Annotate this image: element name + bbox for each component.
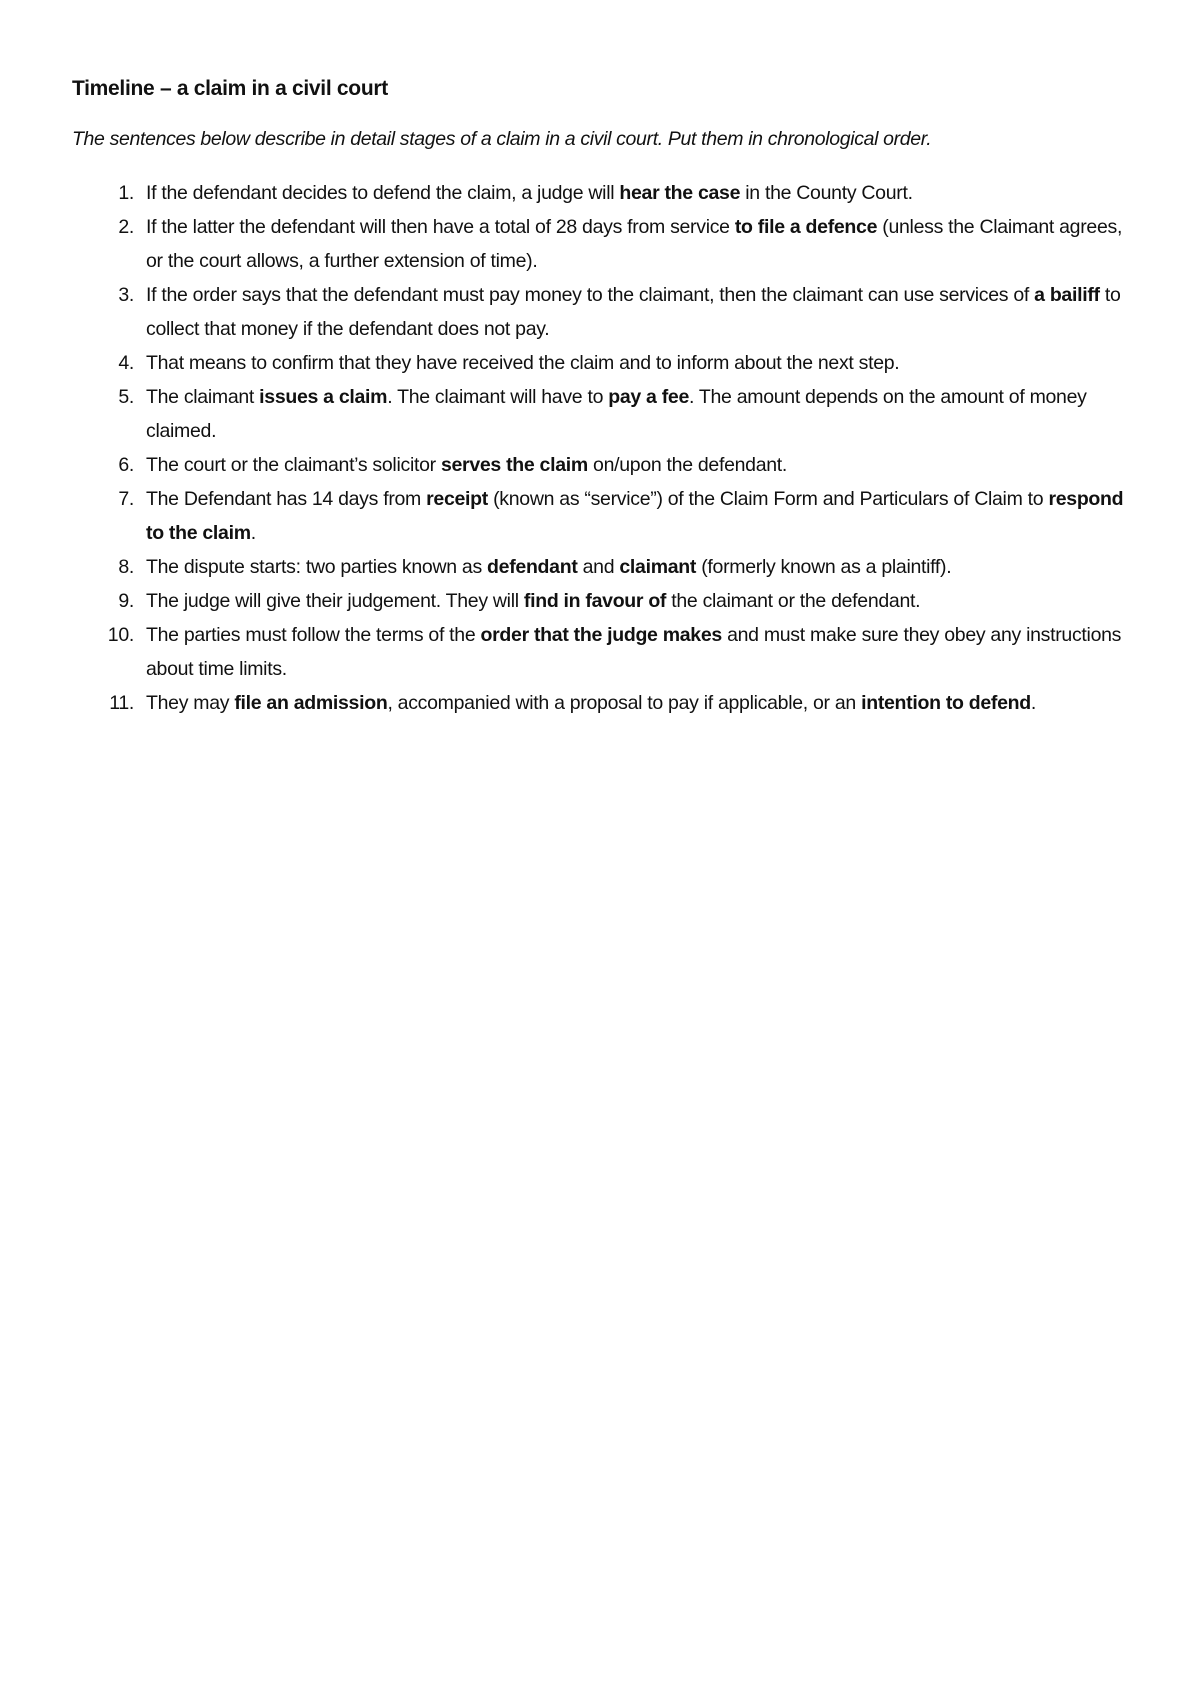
statement-text: (known as “service”) of the Claim Form and Particulars of Claim to (487, 488, 1049, 510)
key-term: hear the case (619, 182, 741, 204)
statement-text: If the latter the defendant will then have a total of 28 days from service (146, 216, 735, 238)
statement-text: The claimant (146, 386, 260, 408)
statement-text: . The amount depends on the amount of money claimed. (146, 386, 1087, 442)
statement-item (72, 210, 1142, 278)
statement-text: (unless the Claimant agrees, or the court allows, a further extension of time). (146, 216, 1123, 272)
document-title: Timeline – a claim in a civil court (72, 77, 388, 100)
statement-item (72, 618, 1142, 686)
key-term: a bailiff (1034, 284, 1100, 306)
statement-text: The dispute starts: two parties known as (146, 556, 488, 578)
key-term: file an admission (234, 692, 388, 714)
key-term: intention to defend (861, 692, 1031, 714)
statement-text: , accompanied with a proposal to pay if applicable, or an (387, 692, 862, 714)
statement-item (72, 550, 1142, 584)
instructions-text: The sentences below describe in detail stages of a claim in a civil court. Put them in chronological order. (72, 128, 932, 150)
statement-number: 11. (109, 692, 134, 714)
statement-number: 1. (118, 182, 134, 204)
statement-number: 4. (118, 352, 134, 374)
statement-number: 5. (118, 386, 134, 408)
statement-text: . (1030, 692, 1036, 714)
statement-number: 10. (107, 624, 134, 646)
statement-number: 2. (118, 216, 134, 238)
statement-text: They may (146, 692, 235, 714)
statement-text: The parties must follow the terms of the (146, 624, 481, 646)
key-term: defendant (487, 556, 578, 578)
statement-item (72, 176, 1142, 210)
statement-list (72, 176, 1142, 720)
statement-item (72, 380, 1142, 448)
statement-item (72, 448, 1142, 482)
statement-number: 8. (118, 556, 134, 578)
key-term: find in favour of (523, 590, 667, 612)
statement-text: (formerly known as a plaintiff). (696, 556, 952, 578)
statement-text: If the defendant decides to defend the claim, a judge will (146, 182, 620, 204)
key-term: receipt (426, 488, 488, 510)
statement-text: on/upon the defendant. (587, 454, 788, 476)
statement-text: The Defendant has 14 days from (146, 488, 427, 510)
key-term: issues a claim (259, 386, 388, 408)
statement-number: 9. (118, 590, 134, 612)
statement-text: in the County Court. (740, 182, 913, 204)
key-term: pay a fee (608, 386, 689, 408)
statement-number: 6. (118, 454, 134, 476)
statement-text: and (577, 556, 620, 578)
statement-text: the claimant or the defendant. (666, 590, 921, 612)
statement-item (72, 686, 1142, 720)
statement-number: 7. (118, 488, 134, 510)
statement-text: . The claimant will have to (387, 386, 609, 408)
statement-item (72, 346, 1142, 380)
key-term: respond to the claim (146, 488, 1124, 544)
statement-item (72, 482, 1142, 550)
statement-text: The court or the claimant’s solicitor (146, 454, 441, 476)
key-term: order that the judge makes (480, 624, 722, 646)
statement-item (72, 278, 1142, 346)
key-term: claimant (619, 556, 697, 578)
statement-text: and must make sure they obey any instructions about time limits. (146, 624, 1122, 680)
statement-text: That means to confirm that they have received the claim and to inform about the next step. (146, 352, 900, 374)
statement-text: to collect that money if the defendant does not pay. (146, 284, 1121, 340)
statement-text: . (250, 522, 256, 544)
key-term: to file a defence (734, 216, 878, 238)
statement-text: If the order says that the defendant must pay money to the claimant, then the claimant can use services of (146, 284, 1035, 306)
statement-item (72, 584, 1142, 618)
statement-text: The judge will give their judgement. They will (146, 590, 524, 612)
statement-number: 3. (118, 284, 134, 306)
key-term: serves the claim (440, 454, 588, 476)
